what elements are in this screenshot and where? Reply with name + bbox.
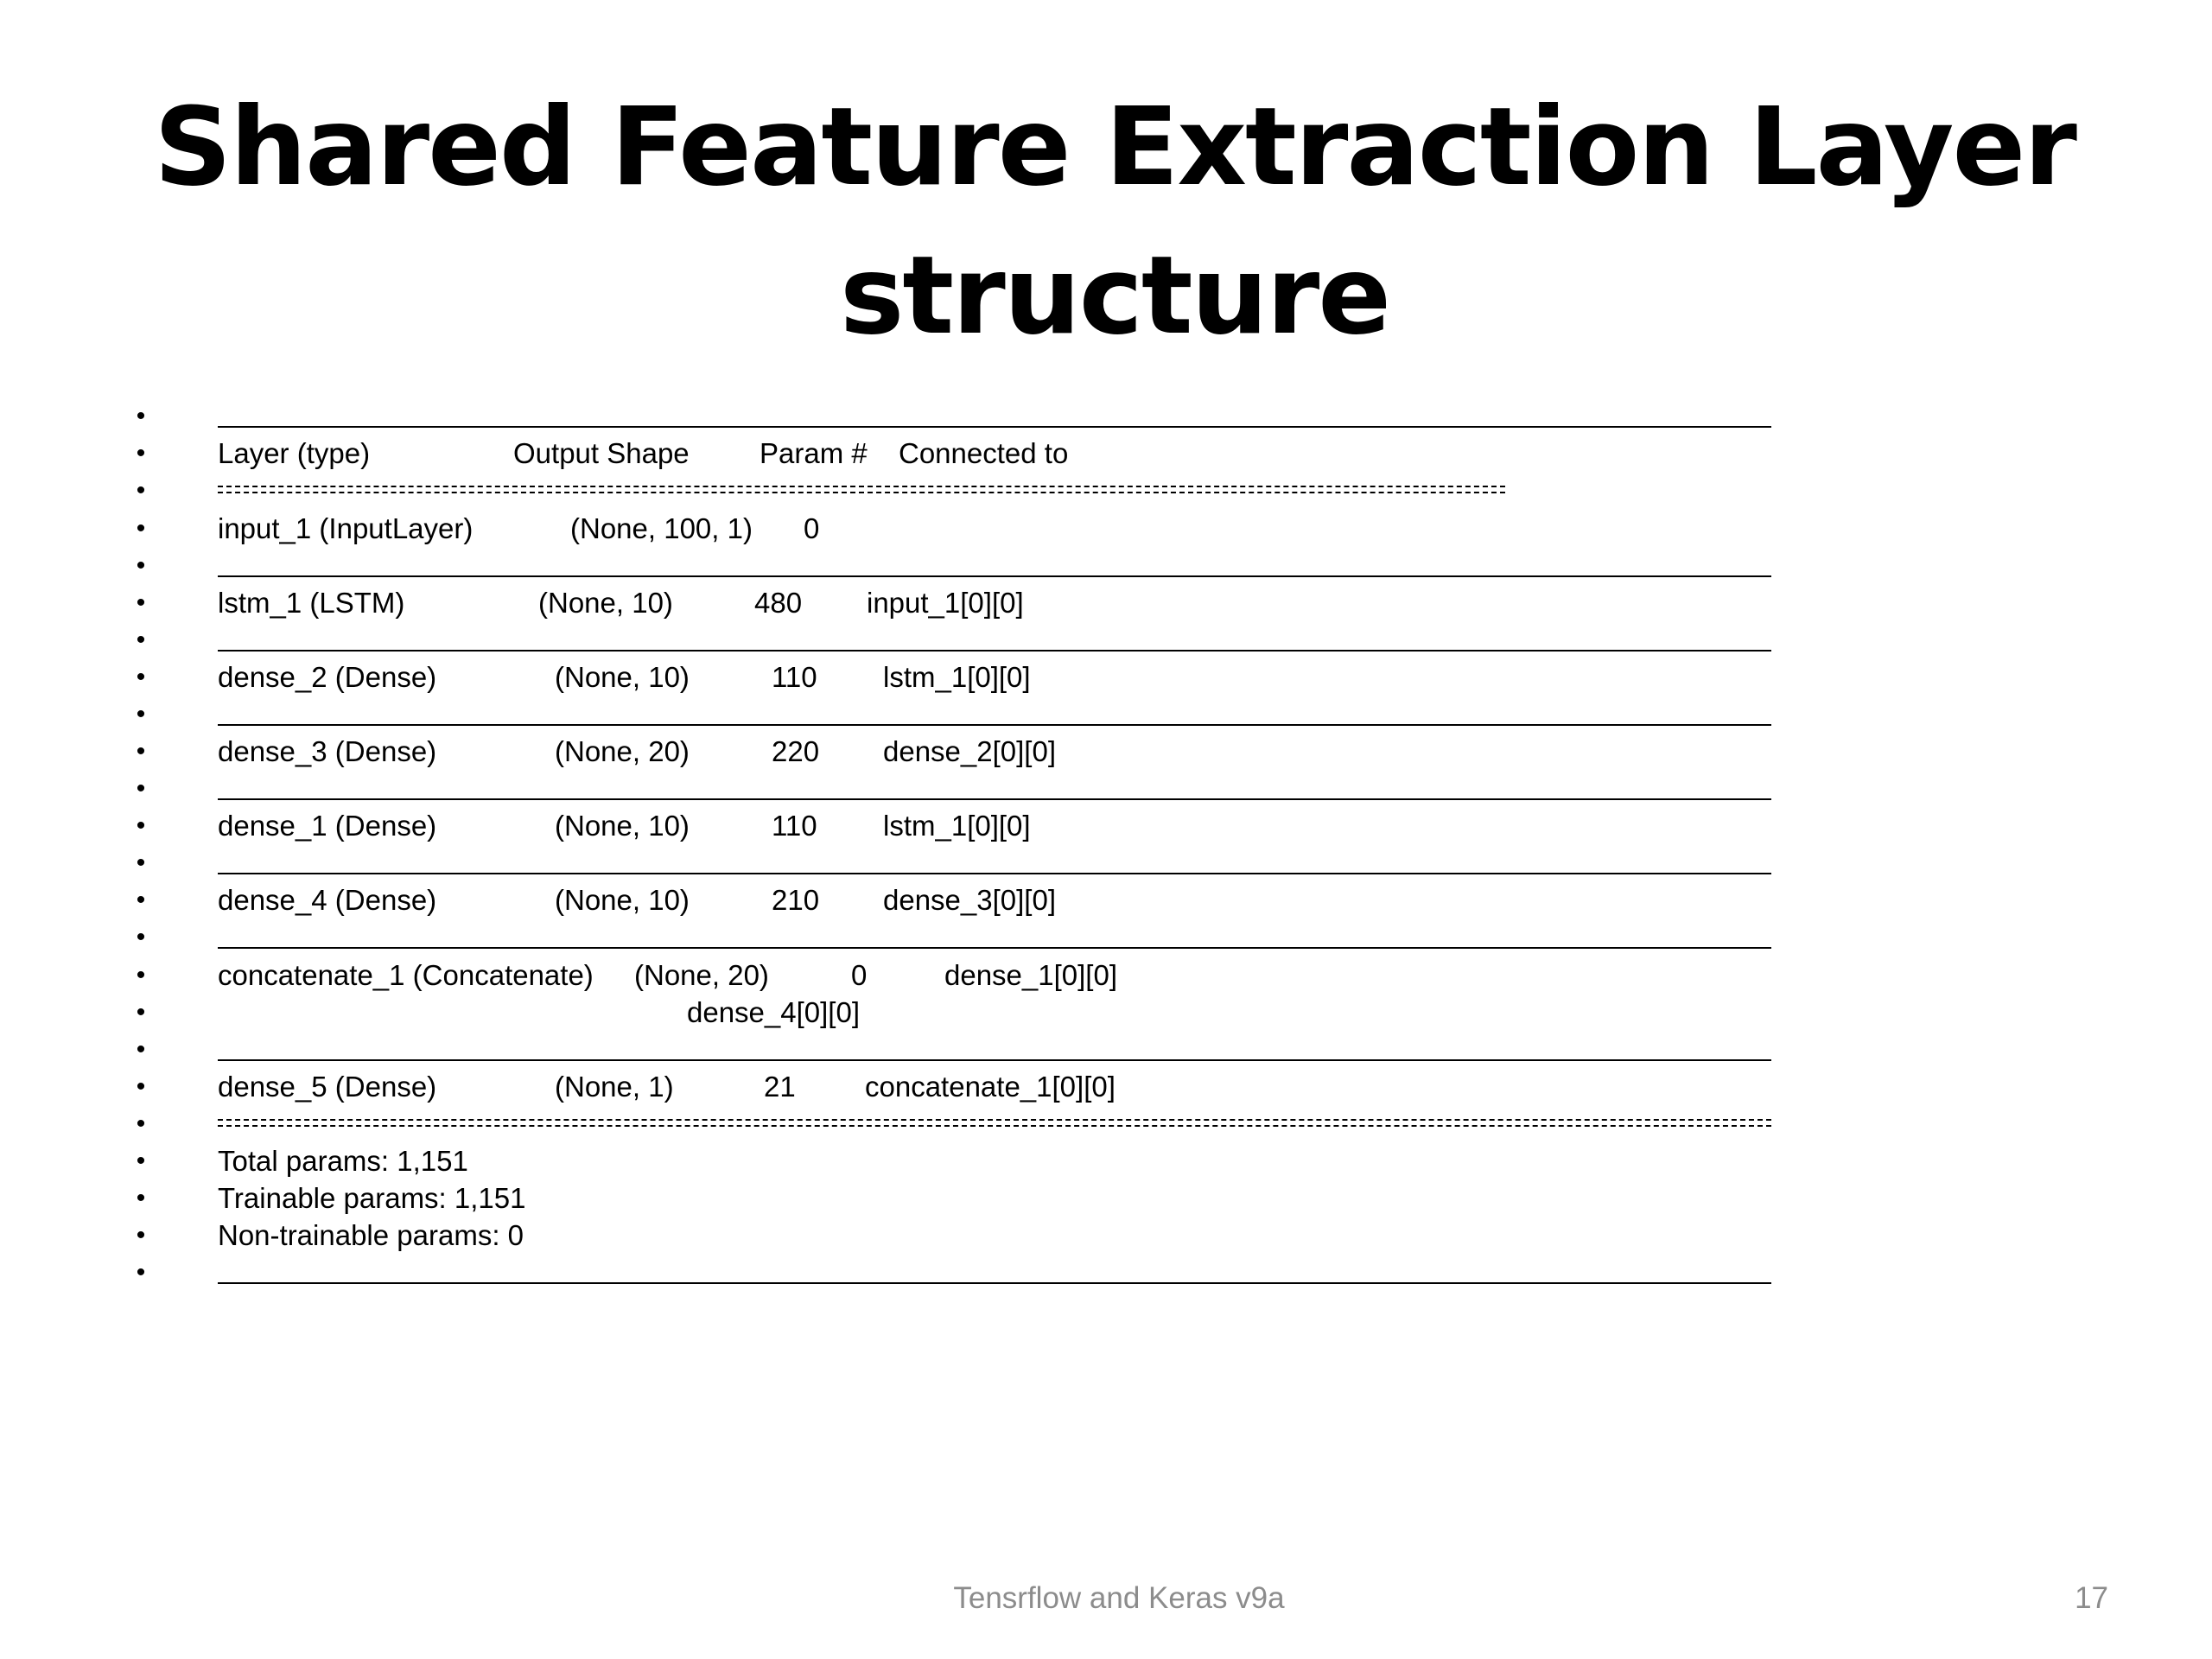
bullet: •: [136, 402, 146, 430]
bullet: •: [136, 1184, 146, 1212]
bullet: •: [136, 737, 146, 766]
summary-line: [0, 397, 2212, 435]
bullet: •: [136, 1035, 146, 1064]
bullet: •: [136, 998, 146, 1027]
double-separator: [218, 486, 1505, 493]
row-connected: dense_1[0][0]: [944, 959, 1117, 991]
header-params: Param #: [760, 437, 868, 469]
table-row: [0, 881, 2212, 918]
bullet: •: [136, 439, 146, 467]
row-params: 110: [772, 810, 817, 842]
bullet: •: [136, 551, 146, 580]
row-connected: lstm_1[0][0]: [883, 810, 1031, 842]
header-row: [0, 435, 2212, 472]
page-number: 17: [2075, 1581, 2108, 1615]
row-layer: dense_4 (Dense): [218, 884, 437, 916]
summary-line: [0, 844, 2212, 881]
separator-line: [218, 1059, 1771, 1061]
bullet: •: [136, 700, 146, 728]
separator-line: [218, 947, 1771, 949]
bullet: •: [136, 1221, 146, 1249]
table-row: [0, 584, 2212, 621]
double-separator: [218, 1119, 1771, 1127]
row-shape: (None, 20): [555, 735, 690, 767]
row-params: 480: [754, 587, 803, 619]
table-row: [0, 807, 2212, 844]
row-shape: (None, 20): [634, 959, 769, 991]
table-row: [0, 957, 2212, 994]
row-layer: dense_5 (Dense): [218, 1071, 437, 1103]
bullet: •: [136, 1147, 146, 1175]
total-params: Total params: 1,151: [218, 1145, 468, 1177]
summary-line: [0, 621, 2212, 658]
summary-line: [0, 918, 2212, 956]
bullet: •: [136, 663, 146, 691]
bullet: •: [136, 774, 146, 803]
row-layer: input_1 (InputLayer): [218, 512, 474, 544]
bullet: •: [136, 849, 146, 877]
bullet: •: [136, 626, 146, 654]
row-layer: dense_2 (Dense): [218, 661, 437, 693]
bullet: •: [136, 514, 146, 543]
row-layer: dense_3 (Dense): [218, 735, 437, 767]
row-shape: (None, 100, 1): [570, 512, 753, 544]
non-trainable-params-row: [0, 1217, 2212, 1254]
header-output-shape: Output Shape: [513, 437, 690, 469]
row-connected: concatenate_1[0][0]: [865, 1071, 1116, 1103]
bullet: •: [136, 1109, 146, 1138]
bullet: •: [136, 886, 146, 914]
table-row-continuation: [0, 994, 2212, 1031]
row-shape: (None, 10): [538, 587, 673, 619]
row-params: 210: [772, 884, 820, 916]
table-row: [0, 1068, 2212, 1105]
table-row: [0, 510, 2212, 547]
row-connected: dense_2[0][0]: [883, 735, 1056, 767]
bullet: •: [136, 588, 146, 617]
header-connected: Connected to: [899, 437, 1069, 469]
title-line-2: structure: [839, 233, 1390, 359]
row-params: 110: [772, 661, 817, 693]
title-line-1: Shared Feature Extraction Layer: [154, 85, 2075, 210]
slide-footer: Tensrflow and Keras v9a: [953, 1581, 1285, 1615]
row-connected: dense_3[0][0]: [883, 884, 1056, 916]
summary-line: [0, 1254, 2212, 1291]
trainable-params-row: [0, 1179, 2212, 1217]
row-layer: dense_1 (Dense): [218, 810, 437, 842]
bullet: •: [136, 1072, 146, 1101]
table-row: [0, 658, 2212, 696]
row-shape: (None, 10): [555, 884, 690, 916]
bullet: •: [136, 961, 146, 989]
bullet: •: [136, 811, 146, 840]
separator-line: [218, 575, 1771, 577]
separator-line: [218, 724, 1771, 726]
row-params: 220: [772, 735, 820, 767]
summary-line: [0, 770, 2212, 807]
row-shape: (None, 10): [555, 810, 690, 842]
header-layer: Layer (type): [218, 437, 371, 469]
row-layer: concatenate_1 (Concatenate): [218, 959, 594, 991]
row-connected: input_1[0][0]: [867, 587, 1024, 619]
total-params-row: [0, 1142, 2212, 1179]
bullet: •: [136, 923, 146, 951]
summary-line: [0, 1031, 2212, 1068]
summary-line: [0, 547, 2212, 584]
separator-line: [218, 1282, 1771, 1284]
row-params: 21: [764, 1071, 796, 1103]
trainable-params: Trainable params: 1,151: [218, 1182, 526, 1214]
separator-line: [218, 873, 1771, 874]
row-layer: lstm_1 (LSTM): [218, 587, 405, 619]
bullet: •: [136, 476, 146, 505]
row-params: 0: [851, 959, 868, 991]
bullet: •: [136, 1258, 146, 1287]
row-params: 0: [804, 512, 820, 544]
table-row: [0, 733, 2212, 770]
separator-line: [218, 798, 1771, 800]
row-shape: (None, 1): [555, 1071, 674, 1103]
row-shape: (None, 10): [555, 661, 690, 693]
row-connected-2: dense_4[0][0]: [687, 996, 860, 1028]
summary-line: [0, 696, 2212, 733]
non-trainable-params: Non-trainable params: 0: [218, 1219, 524, 1251]
row-connected: lstm_1[0][0]: [883, 661, 1031, 693]
separator-line: [218, 650, 1771, 652]
separator-line: [218, 426, 1771, 428]
